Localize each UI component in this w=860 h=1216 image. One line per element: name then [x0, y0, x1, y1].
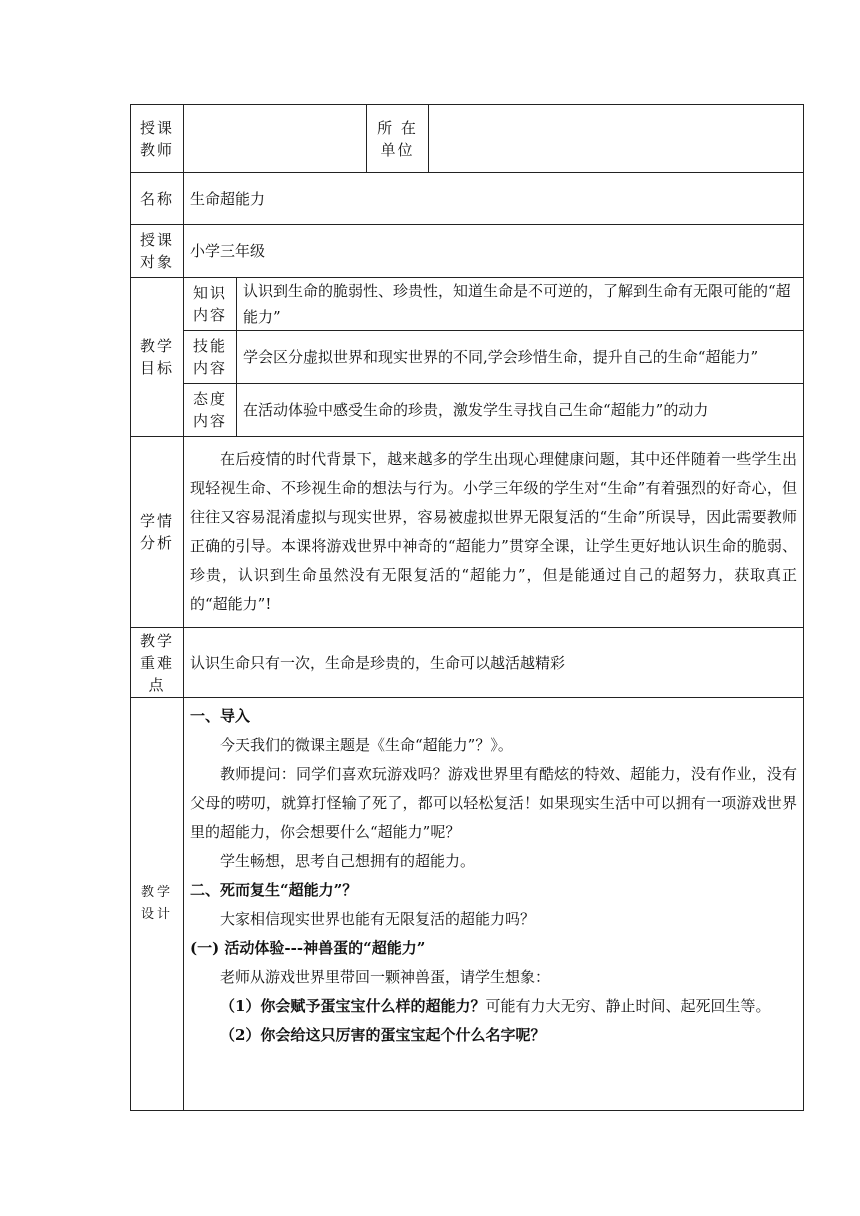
section-2-para-2: 老师从游戏世界里带回一颗神兽蛋，请学生想象： [220, 968, 551, 986]
name-label: 名称 [131, 173, 184, 225]
objective-knowledge-text: 认识到生命的脆弱性、珍贵性，知道生命是不可逆的，了解到生命有无限可能的“超能力” [237, 278, 804, 331]
objective-row-attitude [131, 384, 804, 437]
objective-skill-label: 技能内容 [184, 331, 237, 384]
teacher-value [184, 105, 367, 173]
name-row [131, 173, 804, 225]
section-1-title: 一、导入 [190, 707, 251, 725]
objective-row-knowledge [131, 278, 804, 331]
unit-label: 所 在单位 [367, 105, 429, 173]
section-1-para-2: 教师提问：同学们喜欢玩游戏吗？游戏世界里有酷炫的特效、超能力，没有作业，没有父母的唠叨，就算打怪输了死了，都可以轻松复活！如果现实生活中可以拥有一项游戏世界里的超能力，你会想要什么“超能力”呢？ [190, 765, 797, 841]
name-value: 生命超能力 [184, 173, 804, 225]
teacher-row [131, 105, 804, 173]
question-1-bold: （1）你会赋予蛋宝宝什么样的超能力？ [220, 997, 486, 1015]
section-2-title: 二、死而复生“超能力”？ [190, 881, 358, 899]
section-2-para-1: 大家相信现实世界也能有无限复活的超能力吗？ [220, 910, 536, 928]
question-1 [190, 992, 797, 1021]
question-2 [190, 1021, 797, 1050]
analysis-label: 学情分析 [131, 437, 184, 628]
audience-value: 小学三年级 [184, 225, 804, 278]
analysis-cell [184, 437, 804, 628]
teacher-label: 授课教师 [131, 105, 184, 173]
design-label: 教学设计 [131, 698, 184, 1111]
key-points-label: 教学重难点 [131, 628, 184, 698]
objective-knowledge-label: 知识内容 [184, 278, 237, 331]
section-2-subtitle: (一) 活动体验---神兽蛋的“超能力” [190, 939, 426, 957]
objective-row-skill [131, 331, 804, 384]
analysis-text: 在后疫情的时代背景下，越来越多的学生出现心理健康问题，其中还伴随着一些学生出现轻视生命、不珍视生命的想法与行为。小学三年级的学生对“生命”有着强烈的好奇心，但往往又容易混淆虚拟与现实世界，容易被虚拟世界无限复活的“生命”所误导，因此需要教师正确的引导。本课将游戏世界中神奇的“超能力”贯穿全课，让学生更好地认识生命的脆弱、珍贵，认识到生命虽然没有无限复活的“超能力”，但是能通过自己的超努力，获取真正的“超能力”! [190, 450, 797, 613]
section-1-para-3: 学生畅想，思考自己想拥有的超能力。 [220, 852, 476, 870]
unit-value [429, 105, 804, 173]
design-row [131, 698, 804, 1111]
objective-attitude-text: 在活动体验中感受生命的珍贵，激发学生寻找自己生命“超能力”的动力 [237, 384, 804, 437]
question-1-rest: 可能有力大无穷、静止时间、起死回生等。 [485, 997, 771, 1015]
design-cell [184, 698, 804, 1111]
lesson-plan-table [130, 104, 804, 1111]
audience-row [131, 225, 804, 278]
analysis-row [131, 437, 804, 628]
audience-label: 授课对象 [131, 225, 184, 278]
section-1-para-1: 今天我们的微课主题是《生命“超能力”？》。 [220, 736, 513, 754]
objectives-label: 教学目标 [131, 278, 184, 437]
objective-attitude-label: 态度内容 [184, 384, 237, 437]
objective-skill-text: 学会区分虚拟世界和现实世界的不同,学会珍惜生命，提升自己的生命“超能力” [237, 331, 804, 384]
key-points-text: 认识生命只有一次，生命是珍贵的，生命可以越活越精彩 [184, 628, 804, 698]
question-2-bold: （2）你会给这只厉害的蛋宝宝起个什么名字呢？ [220, 1026, 546, 1044]
key-points-row [131, 628, 804, 698]
